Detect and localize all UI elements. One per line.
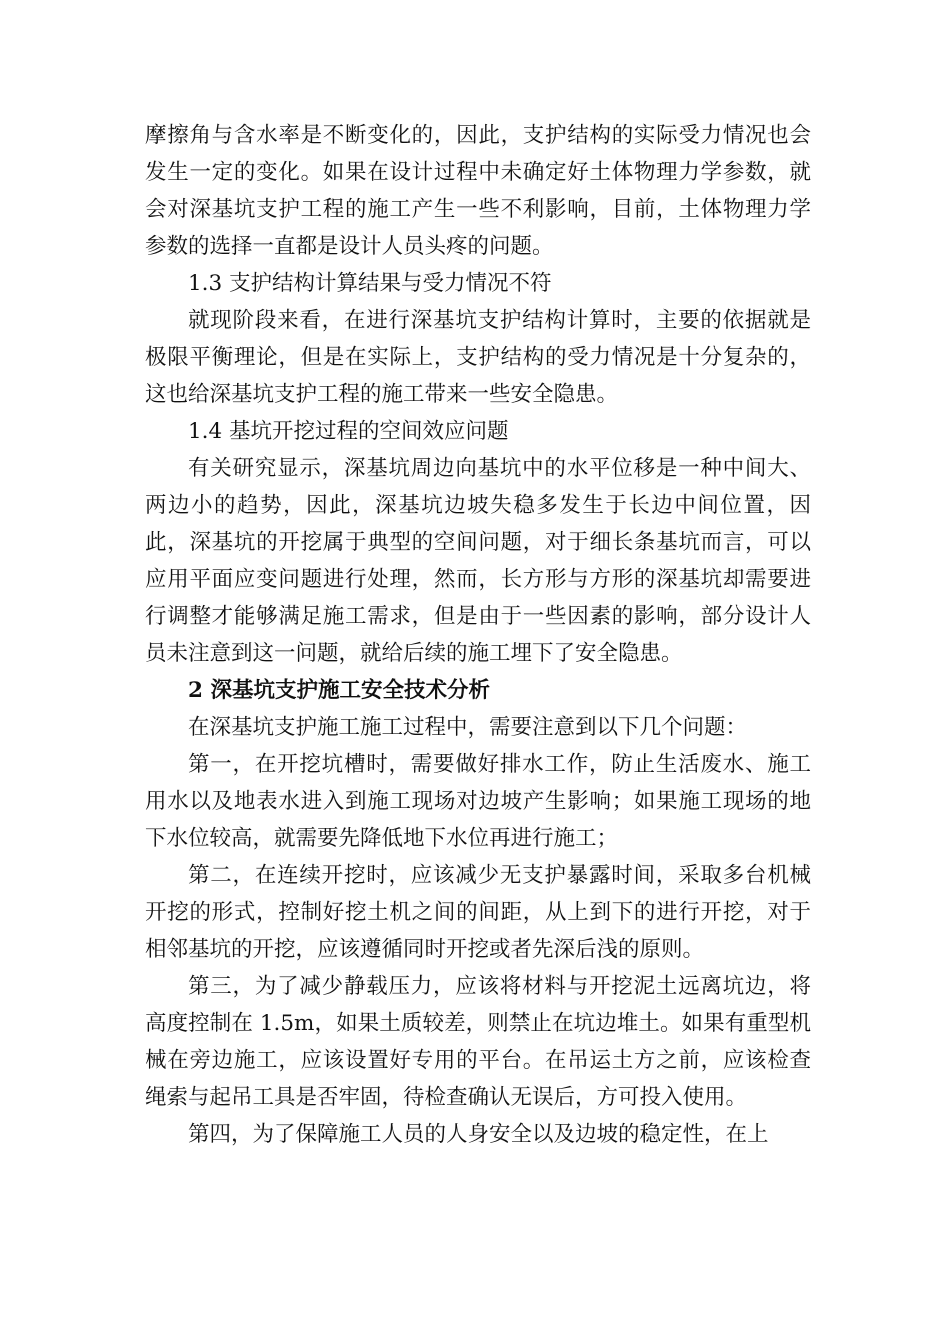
paragraph-intro: 在深基坑支护施工施工过程中，需要注意到以下几个问题：: [188, 715, 748, 740]
paragraph-third: 第三，为了减少静载压力，应该将材料与开挖泥土远离坑边，将高度控制在 1.5m，如果土质较差，则禁止在坑边堆土。如果有重型机械在旁边施工，应该设置好专用的平台。在吊运土方之前，应该检查绳索与起吊工具是否牢固，待检查确认无误后，方可投入使用。: [145, 974, 811, 1110]
paragraph-second: 第二，在连续开挖时，应该减少无支护暴露时间，采取多台机械开挖的形式，控制好挖土机之间的间距，从上到下的进行开挖，对于相邻基坑的开挖，应该遵循同时开挖或者先深后浅的原则。: [145, 863, 811, 962]
paragraph-calculation: 就现阶段来看，在进行深基坑支护结构计算时，主要的依据就是极限平衡理论，但是在实际上，支护结构的受力情况是十分复杂的，这也给深基坑支护工程的施工带来一些安全隐患。: [145, 308, 811, 407]
section-heading-2: 2 深基坑支护施工安全技术分析: [188, 678, 490, 703]
paragraph-fourth: 第四，为了保障施工人员的人身安全以及边坡的稳定性，在上: [188, 1122, 769, 1147]
paragraph-continuation: 摩擦角与含水率是不断变化的，因此，支护结构的实际受力情况也会发生一定的变化。如果在设计过程中未确定好土体物理力学参数，就会对深基坑支护工程的施工产生一些不利影响，目前，土体物理力学参数的选择一直都是设计人员头疼的问题。: [145, 123, 811, 259]
paragraph-first: 第一，在开挖坑槽时，需要做好排水工作，防止生活废水、施工用水以及地表水进入到施工现场对边坡产生影响；如果施工现场的地下水位较高，就需要先降低地下水位再进行施工；: [145, 752, 811, 851]
paragraph-spatial-effect: 有关研究显示，深基坑周边向基坑中的水平位移是一种中间大、两边小的趋势，因此，深基坑边坡失稳多发生于长边中间位置，因此，深基坑的开挖属于典型的空间问题，对于细长条基坑而言，可以应用平面应变问题进行处理，然而，长方形与方形的深基坑却需要进行调整才能够满足施工需求，但是由于一些因素的影响，部分设计人员未注意到这一问题，就给后续的施工埋下了安全隐患。: [145, 456, 811, 666]
subheading-1-3: 1.3 支护结构计算结果与受力情况不符: [188, 271, 552, 296]
document-page: [145, 117, 811, 1153]
subheading-1-4: 1.4 基坑开挖过程的空间效应问题: [188, 419, 509, 444]
